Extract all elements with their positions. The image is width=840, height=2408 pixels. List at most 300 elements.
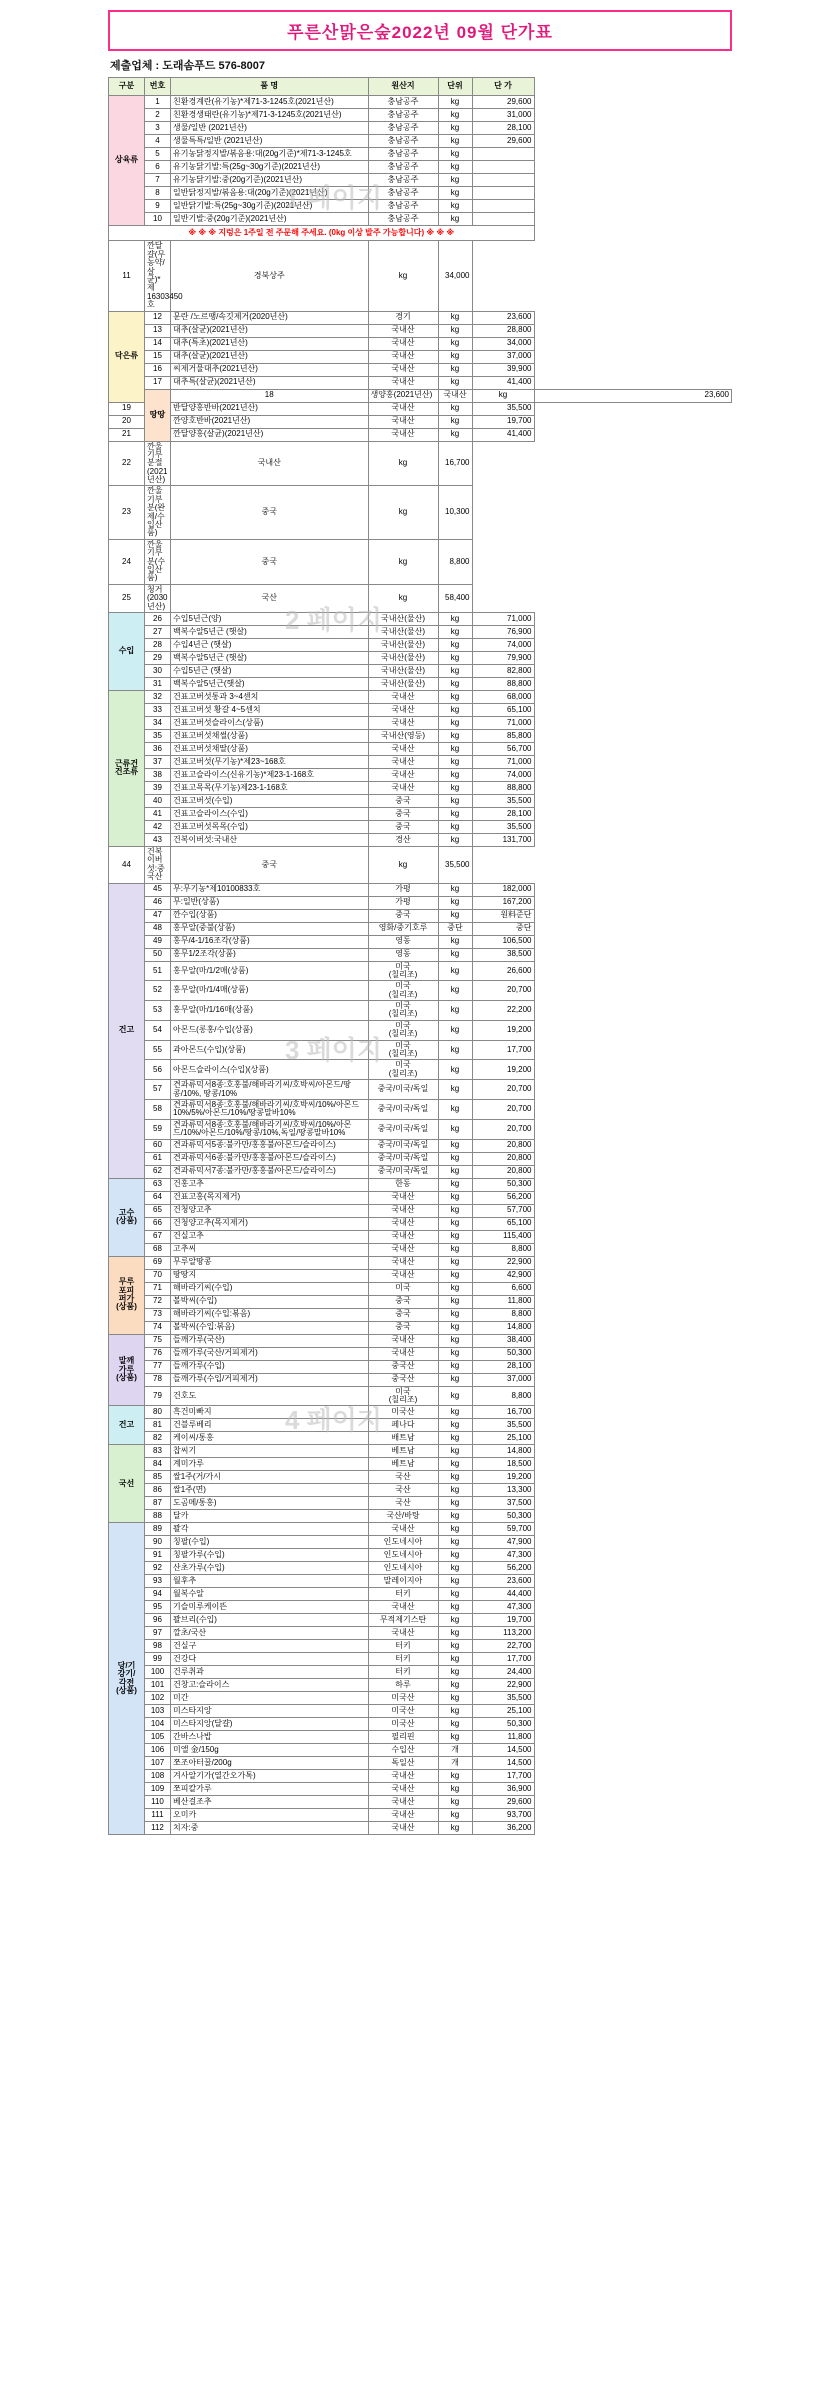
item-price: 20,700 bbox=[472, 1080, 534, 1100]
item-name: 쌀1주(거/가시 bbox=[171, 1471, 369, 1484]
table-row bbox=[109, 716, 732, 729]
item-price: 19,700 bbox=[472, 1614, 534, 1627]
item-origin: 필리핀 bbox=[368, 1731, 438, 1744]
item-origin: 미국산 bbox=[368, 1692, 438, 1705]
item-unit: kg bbox=[438, 311, 472, 324]
item-name: 건표고홍(목지제거) bbox=[171, 1191, 369, 1204]
item-name: 대추특(살균)(2021년산) bbox=[171, 376, 369, 389]
item-price: 88,800 bbox=[472, 677, 534, 690]
item-origin: 국내산 bbox=[368, 1523, 438, 1536]
item-price: 131,700 bbox=[472, 833, 534, 846]
item-origin: 베트남 bbox=[368, 1458, 438, 1471]
item-origin: 국내산 bbox=[368, 1191, 438, 1204]
item-name: 생양홍(2021년산) bbox=[368, 389, 438, 402]
item-unit: kg bbox=[438, 1178, 472, 1191]
table-row bbox=[109, 961, 732, 981]
item-origin: 인도네시아 bbox=[368, 1536, 438, 1549]
item-origin: 충남공주 bbox=[368, 200, 438, 213]
item-price: 23,600 bbox=[472, 1575, 534, 1588]
row-number: 108 bbox=[145, 1770, 171, 1783]
row-number: 14 bbox=[145, 337, 171, 350]
table-row bbox=[109, 1445, 732, 1458]
row-number: 74 bbox=[145, 1321, 171, 1334]
item-unit: kg bbox=[438, 625, 472, 638]
table-row bbox=[109, 781, 732, 794]
item-price: 106,500 bbox=[472, 935, 534, 948]
item-price: 14,800 bbox=[472, 1321, 534, 1334]
row-number: 36 bbox=[145, 742, 171, 755]
item-price: 11,800 bbox=[472, 1295, 534, 1308]
item-origin: 중국 bbox=[368, 1321, 438, 1334]
item-price: 56,200 bbox=[472, 1562, 534, 1575]
item-origin: 충남공주 bbox=[368, 135, 438, 148]
row-number: 57 bbox=[145, 1080, 171, 1100]
item-unit: kg bbox=[438, 909, 472, 922]
row-number: 85 bbox=[145, 1471, 171, 1484]
table-row bbox=[109, 1060, 732, 1080]
item-unit: kg bbox=[438, 716, 472, 729]
group-label: 국선 bbox=[109, 1445, 145, 1523]
item-name: 친환경계란(유기농)*제71-3-1245호(2021년산) bbox=[171, 96, 369, 109]
item-name: 들깨가루(수입) bbox=[171, 1360, 369, 1373]
table-row bbox=[109, 1406, 732, 1419]
item-name: 들깨가루(국산/거피제거) bbox=[171, 1347, 369, 1360]
item-name: 치자:중 bbox=[171, 1822, 369, 1835]
table-row bbox=[109, 883, 732, 896]
item-origin: 충남공주 bbox=[368, 148, 438, 161]
item-name: 견과류믹서8종:호홍불/해바라기씨/호박씨/10%/아몬드/10%/아몬드/10%/땅콩/10%,독일/땅콩말바10% bbox=[171, 1119, 369, 1139]
table-row bbox=[109, 161, 732, 174]
row-number: 1 bbox=[145, 96, 171, 109]
item-unit: kg bbox=[438, 148, 472, 161]
item-name: 깐수입(상품) bbox=[171, 909, 369, 922]
item-origin: 인도네시아 bbox=[368, 1562, 438, 1575]
item-unit: kg bbox=[438, 213, 472, 226]
note-row: ※ ※ ※ 지렁은 1주일 전 주문해 주세요. (0kg 이상 발주 가능합니다) ※ ※ ※ bbox=[109, 226, 535, 241]
item-unit: kg bbox=[438, 1360, 472, 1373]
item-price: 22,700 bbox=[472, 1640, 534, 1653]
item-unit: kg bbox=[438, 742, 472, 755]
item-name: 건복이버섯:국내산 bbox=[171, 833, 369, 846]
item-name: 계미가루 bbox=[171, 1458, 369, 1471]
item-name: 일반닭기발:특(25g~30g기준)(2021년산) bbox=[171, 200, 369, 213]
item-origin: 미국산 bbox=[368, 1406, 438, 1419]
item-price: 35,500 bbox=[472, 820, 534, 833]
item-unit: kg bbox=[438, 677, 472, 690]
item-unit: kg bbox=[438, 1001, 472, 1021]
item-origin: 국내산 bbox=[368, 1243, 438, 1256]
item-unit: 중단 bbox=[438, 922, 472, 935]
row-number: 33 bbox=[145, 703, 171, 716]
group-label: 건고 bbox=[109, 883, 145, 1178]
price-table bbox=[108, 77, 732, 1835]
row-number: 29 bbox=[145, 651, 171, 664]
item-price: 원料준단 bbox=[472, 909, 534, 922]
item-unit: kg bbox=[438, 1705, 472, 1718]
table-row bbox=[109, 213, 732, 226]
item-price: 19,200 bbox=[472, 1020, 534, 1040]
table-row bbox=[109, 96, 732, 109]
table-row bbox=[109, 1191, 732, 1204]
row-number: 101 bbox=[145, 1679, 171, 1692]
table-row bbox=[109, 755, 732, 768]
item-origin: 미국 bbox=[368, 1282, 438, 1295]
item-origin: 국내산 bbox=[368, 1334, 438, 1347]
row-number: 75 bbox=[145, 1334, 171, 1347]
item-name: 건창고:슬라이스 bbox=[171, 1679, 369, 1692]
table-row bbox=[109, 1269, 732, 1282]
item-unit: kg bbox=[438, 1269, 472, 1282]
item-origin: 국내산 bbox=[368, 1347, 438, 1360]
item-origin: 터키 bbox=[368, 1640, 438, 1653]
watermark-page-1: 1 페이지 bbox=[285, 183, 383, 213]
item-name: 견과류믹서7종:불카만/홍홍불/아몬드/슬라이스) bbox=[171, 1165, 369, 1178]
table-row bbox=[109, 922, 732, 935]
item-name: 도곰메/통홍) bbox=[171, 1497, 369, 1510]
row-number: 90 bbox=[145, 1536, 171, 1549]
row-number: 26 bbox=[145, 612, 171, 625]
table-row bbox=[109, 1679, 732, 1692]
table-row bbox=[109, 664, 732, 677]
table-row bbox=[109, 1165, 732, 1178]
item-unit: kg bbox=[438, 1510, 472, 1523]
row-number: 18 bbox=[171, 389, 369, 402]
table-row bbox=[109, 337, 732, 350]
table-row bbox=[109, 200, 732, 213]
row-number: 99 bbox=[145, 1653, 171, 1666]
item-price: 10,300 bbox=[438, 486, 472, 539]
item-price: 13,300 bbox=[472, 1484, 534, 1497]
row-number: 51 bbox=[145, 961, 171, 981]
item-price: 35,500 bbox=[472, 1692, 534, 1705]
table-row bbox=[109, 820, 732, 833]
table-row bbox=[109, 677, 732, 690]
row-number: 95 bbox=[145, 1601, 171, 1614]
table-row bbox=[109, 1040, 732, 1060]
item-unit: kg bbox=[438, 1523, 472, 1536]
item-unit: kg bbox=[438, 1432, 472, 1445]
item-price: 65,100 bbox=[472, 703, 534, 716]
item-price bbox=[472, 200, 534, 213]
item-name: 유기농닭정지발/볶음용:대(20g기준)*제71-3-1245호 bbox=[171, 148, 369, 161]
item-origin: 충남공주 bbox=[368, 213, 438, 226]
table-row bbox=[109, 1295, 732, 1308]
item-origin: 국내산 bbox=[368, 1796, 438, 1809]
item-name: 건홍고추 bbox=[171, 1178, 369, 1191]
row-number: 43 bbox=[145, 833, 171, 846]
table-row bbox=[109, 1321, 732, 1334]
item-name: 깐달걀(무농약/살균)*제16303450호 bbox=[145, 241, 171, 311]
item-price: 58,400 bbox=[438, 584, 472, 612]
row-number: 22 bbox=[109, 441, 145, 486]
item-unit: kg bbox=[438, 1601, 472, 1614]
item-price: 20,700 bbox=[472, 1119, 534, 1139]
table-row bbox=[109, 1575, 732, 1588]
table-row bbox=[109, 909, 732, 922]
item-origin: 국내산 bbox=[368, 1230, 438, 1243]
item-origin: 중국 bbox=[171, 539, 369, 584]
item-origin: 중국 bbox=[368, 794, 438, 807]
item-price: 24,400 bbox=[472, 1666, 534, 1679]
item-name: 과아몬드(수입)(상품) bbox=[171, 1040, 369, 1060]
table-row bbox=[109, 1614, 732, 1627]
item-name: 일반닭정지발/볶음용:대(20g기준)(2021년산) bbox=[171, 187, 369, 200]
row-number: 67 bbox=[145, 1230, 171, 1243]
item-origin: 국내산(물산) bbox=[368, 677, 438, 690]
item-name: 홍무알(마/1/2매(상품) bbox=[171, 961, 369, 981]
item-origin: 국내산 bbox=[368, 350, 438, 363]
item-name: 일반기발:중(20g기준)(2021년산) bbox=[171, 213, 369, 226]
item-price: 19,200 bbox=[472, 1060, 534, 1080]
item-unit: kg bbox=[438, 1152, 472, 1165]
row-number: 19 bbox=[109, 402, 145, 415]
table-row bbox=[109, 1562, 732, 1575]
item-unit: kg bbox=[438, 768, 472, 781]
item-unit: kg bbox=[438, 896, 472, 909]
item-price: 47,300 bbox=[472, 1549, 534, 1562]
item-price: 167,200 bbox=[472, 896, 534, 909]
item-name: 건실구 bbox=[171, 1640, 369, 1653]
item-unit: kg bbox=[438, 1627, 472, 1640]
item-unit: kg bbox=[472, 389, 534, 402]
item-origin: 중국/미국/독일 bbox=[368, 1165, 438, 1178]
item-origin: 국내산 bbox=[368, 742, 438, 755]
item-name: 수입4년근 (햇살) bbox=[171, 638, 369, 651]
item-unit: kg bbox=[438, 612, 472, 625]
item-unit: kg bbox=[438, 1692, 472, 1705]
item-name: 청거(2030년산) bbox=[145, 584, 171, 612]
item-price: 85,800 bbox=[472, 729, 534, 742]
item-origin: 영화/중기호루 bbox=[368, 922, 438, 935]
item-origin: 국내산 bbox=[368, 1601, 438, 1614]
item-unit: kg bbox=[438, 1549, 472, 1562]
item-price: 20,800 bbox=[472, 1165, 534, 1178]
item-origin: 국내산(물산) bbox=[368, 612, 438, 625]
table-row bbox=[109, 311, 732, 324]
item-origin: 터키 bbox=[368, 1588, 438, 1601]
item-price: 22,200 bbox=[472, 1001, 534, 1021]
item-origin: 국내산(물산) bbox=[368, 651, 438, 664]
table-row bbox=[109, 1386, 732, 1406]
item-name: 미스타지앙(달걀) bbox=[171, 1718, 369, 1731]
item-origin: 국산/바탕 bbox=[368, 1510, 438, 1523]
item-origin: 국내산 bbox=[368, 1770, 438, 1783]
item-unit: kg bbox=[438, 1796, 472, 1809]
item-unit: kg bbox=[438, 1484, 472, 1497]
table-row bbox=[109, 1796, 732, 1809]
item-name: 씨제거물대추(2021년산) bbox=[171, 363, 369, 376]
row-number: 94 bbox=[145, 1588, 171, 1601]
item-price: 47,300 bbox=[472, 1601, 534, 1614]
item-price: 14,500 bbox=[472, 1744, 534, 1757]
item-name: 건표고목목(무기농)제23-1-168호 bbox=[171, 781, 369, 794]
row-number: 69 bbox=[145, 1256, 171, 1269]
group-label: 닥은류 bbox=[109, 311, 145, 402]
item-price: 22,900 bbox=[472, 1256, 534, 1269]
row-number: 35 bbox=[145, 729, 171, 742]
item-price: 17,700 bbox=[472, 1653, 534, 1666]
item-price: 47,900 bbox=[472, 1536, 534, 1549]
row-number: 70 bbox=[145, 1269, 171, 1282]
item-name: 월복수알 bbox=[171, 1588, 369, 1601]
table-row bbox=[109, 415, 732, 428]
item-unit: kg bbox=[438, 428, 472, 441]
table-row bbox=[109, 651, 732, 664]
item-name: 미스타지앙 bbox=[171, 1705, 369, 1718]
item-unit: kg bbox=[438, 376, 472, 389]
item-name: 깐울기부분절(2021년산) bbox=[145, 441, 171, 486]
item-unit: kg bbox=[438, 1471, 472, 1484]
row-number: 60 bbox=[145, 1139, 171, 1152]
table-row bbox=[109, 981, 732, 1001]
table-row bbox=[109, 729, 732, 742]
item-origin: 중국 bbox=[368, 820, 438, 833]
item-price: 59,700 bbox=[472, 1523, 534, 1536]
row-number: 40 bbox=[145, 794, 171, 807]
row-number: 23 bbox=[109, 486, 145, 539]
item-name: 홍무/4-1/16조각(상품) bbox=[171, 935, 369, 948]
item-name: 찹씨기 bbox=[171, 1445, 369, 1458]
item-name: 아몬드슬라이스(수입)(상품) bbox=[171, 1060, 369, 1080]
item-unit: kg bbox=[438, 1256, 472, 1269]
item-origin: 가평 bbox=[368, 883, 438, 896]
table-row bbox=[109, 1204, 732, 1217]
item-origin: 독일산 bbox=[368, 1757, 438, 1770]
item-price: 16,700 bbox=[438, 441, 472, 486]
item-unit: kg bbox=[438, 135, 472, 148]
row-number: 107 bbox=[145, 1757, 171, 1770]
item-price: 20,800 bbox=[472, 1139, 534, 1152]
item-price: 25,100 bbox=[472, 1705, 534, 1718]
item-price: 20,700 bbox=[472, 1099, 534, 1119]
item-price bbox=[472, 148, 534, 161]
item-unit: kg bbox=[438, 1822, 472, 1835]
row-number: 93 bbox=[145, 1575, 171, 1588]
table-header bbox=[109, 78, 732, 96]
item-price: 28,100 bbox=[472, 122, 534, 135]
item-unit: kg bbox=[438, 1334, 472, 1347]
item-name: 꽐각 bbox=[171, 1523, 369, 1536]
item-unit: kg bbox=[438, 820, 472, 833]
item-origin: 국내산 bbox=[368, 1269, 438, 1282]
item-unit: kg bbox=[438, 1497, 472, 1510]
item-name: 케이씨/통홍 bbox=[171, 1432, 369, 1445]
table-row bbox=[109, 1484, 732, 1497]
row-number: 15 bbox=[145, 350, 171, 363]
item-unit: kg bbox=[438, 1458, 472, 1471]
item-name: 고추씨 bbox=[171, 1243, 369, 1256]
item-unit: kg bbox=[438, 690, 472, 703]
table-row bbox=[109, 1080, 732, 1100]
item-origin: 가평 bbox=[368, 896, 438, 909]
item-name: 홍무1/2조각(상품) bbox=[171, 948, 369, 961]
group-label: 땅땅 bbox=[145, 389, 171, 441]
row-number: 83 bbox=[145, 1445, 171, 1458]
item-unit: kg bbox=[438, 807, 472, 820]
item-price: 35,500 bbox=[438, 846, 472, 883]
item-price: 82,800 bbox=[472, 664, 534, 677]
item-unit: kg bbox=[438, 1536, 472, 1549]
table-row bbox=[109, 846, 732, 883]
table-row bbox=[109, 1718, 732, 1731]
item-unit: kg bbox=[438, 1406, 472, 1419]
item-price: 35,500 bbox=[472, 1419, 534, 1432]
item-origin: 영동 bbox=[368, 935, 438, 948]
item-name: 수입5년근 (햇살) bbox=[171, 664, 369, 677]
row-number: 42 bbox=[145, 820, 171, 833]
item-name: 미간 bbox=[171, 1692, 369, 1705]
item-origin: 중국/미국/독일 bbox=[368, 1152, 438, 1165]
item-origin: 국내산 bbox=[368, 781, 438, 794]
item-unit: kg bbox=[438, 1731, 472, 1744]
row-number: 89 bbox=[145, 1523, 171, 1536]
item-price: 29,600 bbox=[472, 96, 534, 109]
document-title-box bbox=[108, 10, 732, 51]
row-number: 111 bbox=[145, 1809, 171, 1822]
table-row bbox=[109, 768, 732, 781]
row-number: 104 bbox=[145, 1718, 171, 1731]
row-number: 2 bbox=[145, 109, 171, 122]
item-origin: 중국 bbox=[368, 1295, 438, 1308]
item-origin: 국산 bbox=[368, 1484, 438, 1497]
table-row bbox=[109, 1653, 732, 1666]
item-price: 22,900 bbox=[472, 1679, 534, 1692]
item-price: 26,600 bbox=[472, 961, 534, 981]
row-number: 110 bbox=[145, 1796, 171, 1809]
item-origin: 하루 bbox=[368, 1679, 438, 1692]
item-unit: kg bbox=[438, 1575, 472, 1588]
column-header-1: 번호 bbox=[145, 78, 171, 96]
item-price: 71,000 bbox=[472, 612, 534, 625]
table-row bbox=[109, 486, 732, 539]
item-name: 오미카 bbox=[171, 1809, 369, 1822]
item-origin: 국내산(물산) bbox=[368, 664, 438, 677]
row-number: 76 bbox=[145, 1347, 171, 1360]
item-unit: kg bbox=[438, 415, 472, 428]
item-price: 71,000 bbox=[472, 716, 534, 729]
table-row bbox=[109, 1783, 732, 1796]
table-row bbox=[109, 1640, 732, 1653]
row-number: 20 bbox=[109, 415, 145, 428]
item-origin: 국내산 bbox=[368, 428, 438, 441]
item-origin: 무적제기스탄 bbox=[368, 1614, 438, 1627]
row-number: 79 bbox=[145, 1386, 171, 1406]
table-row bbox=[109, 1627, 732, 1640]
item-price: 8,800 bbox=[438, 539, 472, 584]
row-number: 59 bbox=[145, 1119, 171, 1139]
item-name: 건청양고추(목지제거) bbox=[171, 1217, 369, 1230]
row-number: 9 bbox=[145, 200, 171, 213]
item-origin: 인도네시아 bbox=[368, 1549, 438, 1562]
item-name: 달카 bbox=[171, 1510, 369, 1523]
row-number: 64 bbox=[145, 1191, 171, 1204]
table-row bbox=[109, 1770, 732, 1783]
group-label: 수입 bbox=[109, 612, 145, 690]
item-price: 28,100 bbox=[472, 1360, 534, 1373]
row-number: 81 bbox=[145, 1419, 171, 1432]
item-name: 건블루베리 bbox=[171, 1419, 369, 1432]
item-unit: kg bbox=[438, 1080, 472, 1100]
item-origin: 국내산 bbox=[368, 690, 438, 703]
item-price: 65,100 bbox=[472, 1217, 534, 1230]
item-price: 56,200 bbox=[472, 1191, 534, 1204]
item-origin: 베트남 bbox=[368, 1445, 438, 1458]
item-price: 38,400 bbox=[472, 1334, 534, 1347]
item-price: 41,400 bbox=[472, 428, 534, 441]
item-name: 산초가루(수입) bbox=[171, 1562, 369, 1575]
item-unit: kg bbox=[438, 638, 472, 651]
item-origin: 국산 bbox=[368, 1471, 438, 1484]
